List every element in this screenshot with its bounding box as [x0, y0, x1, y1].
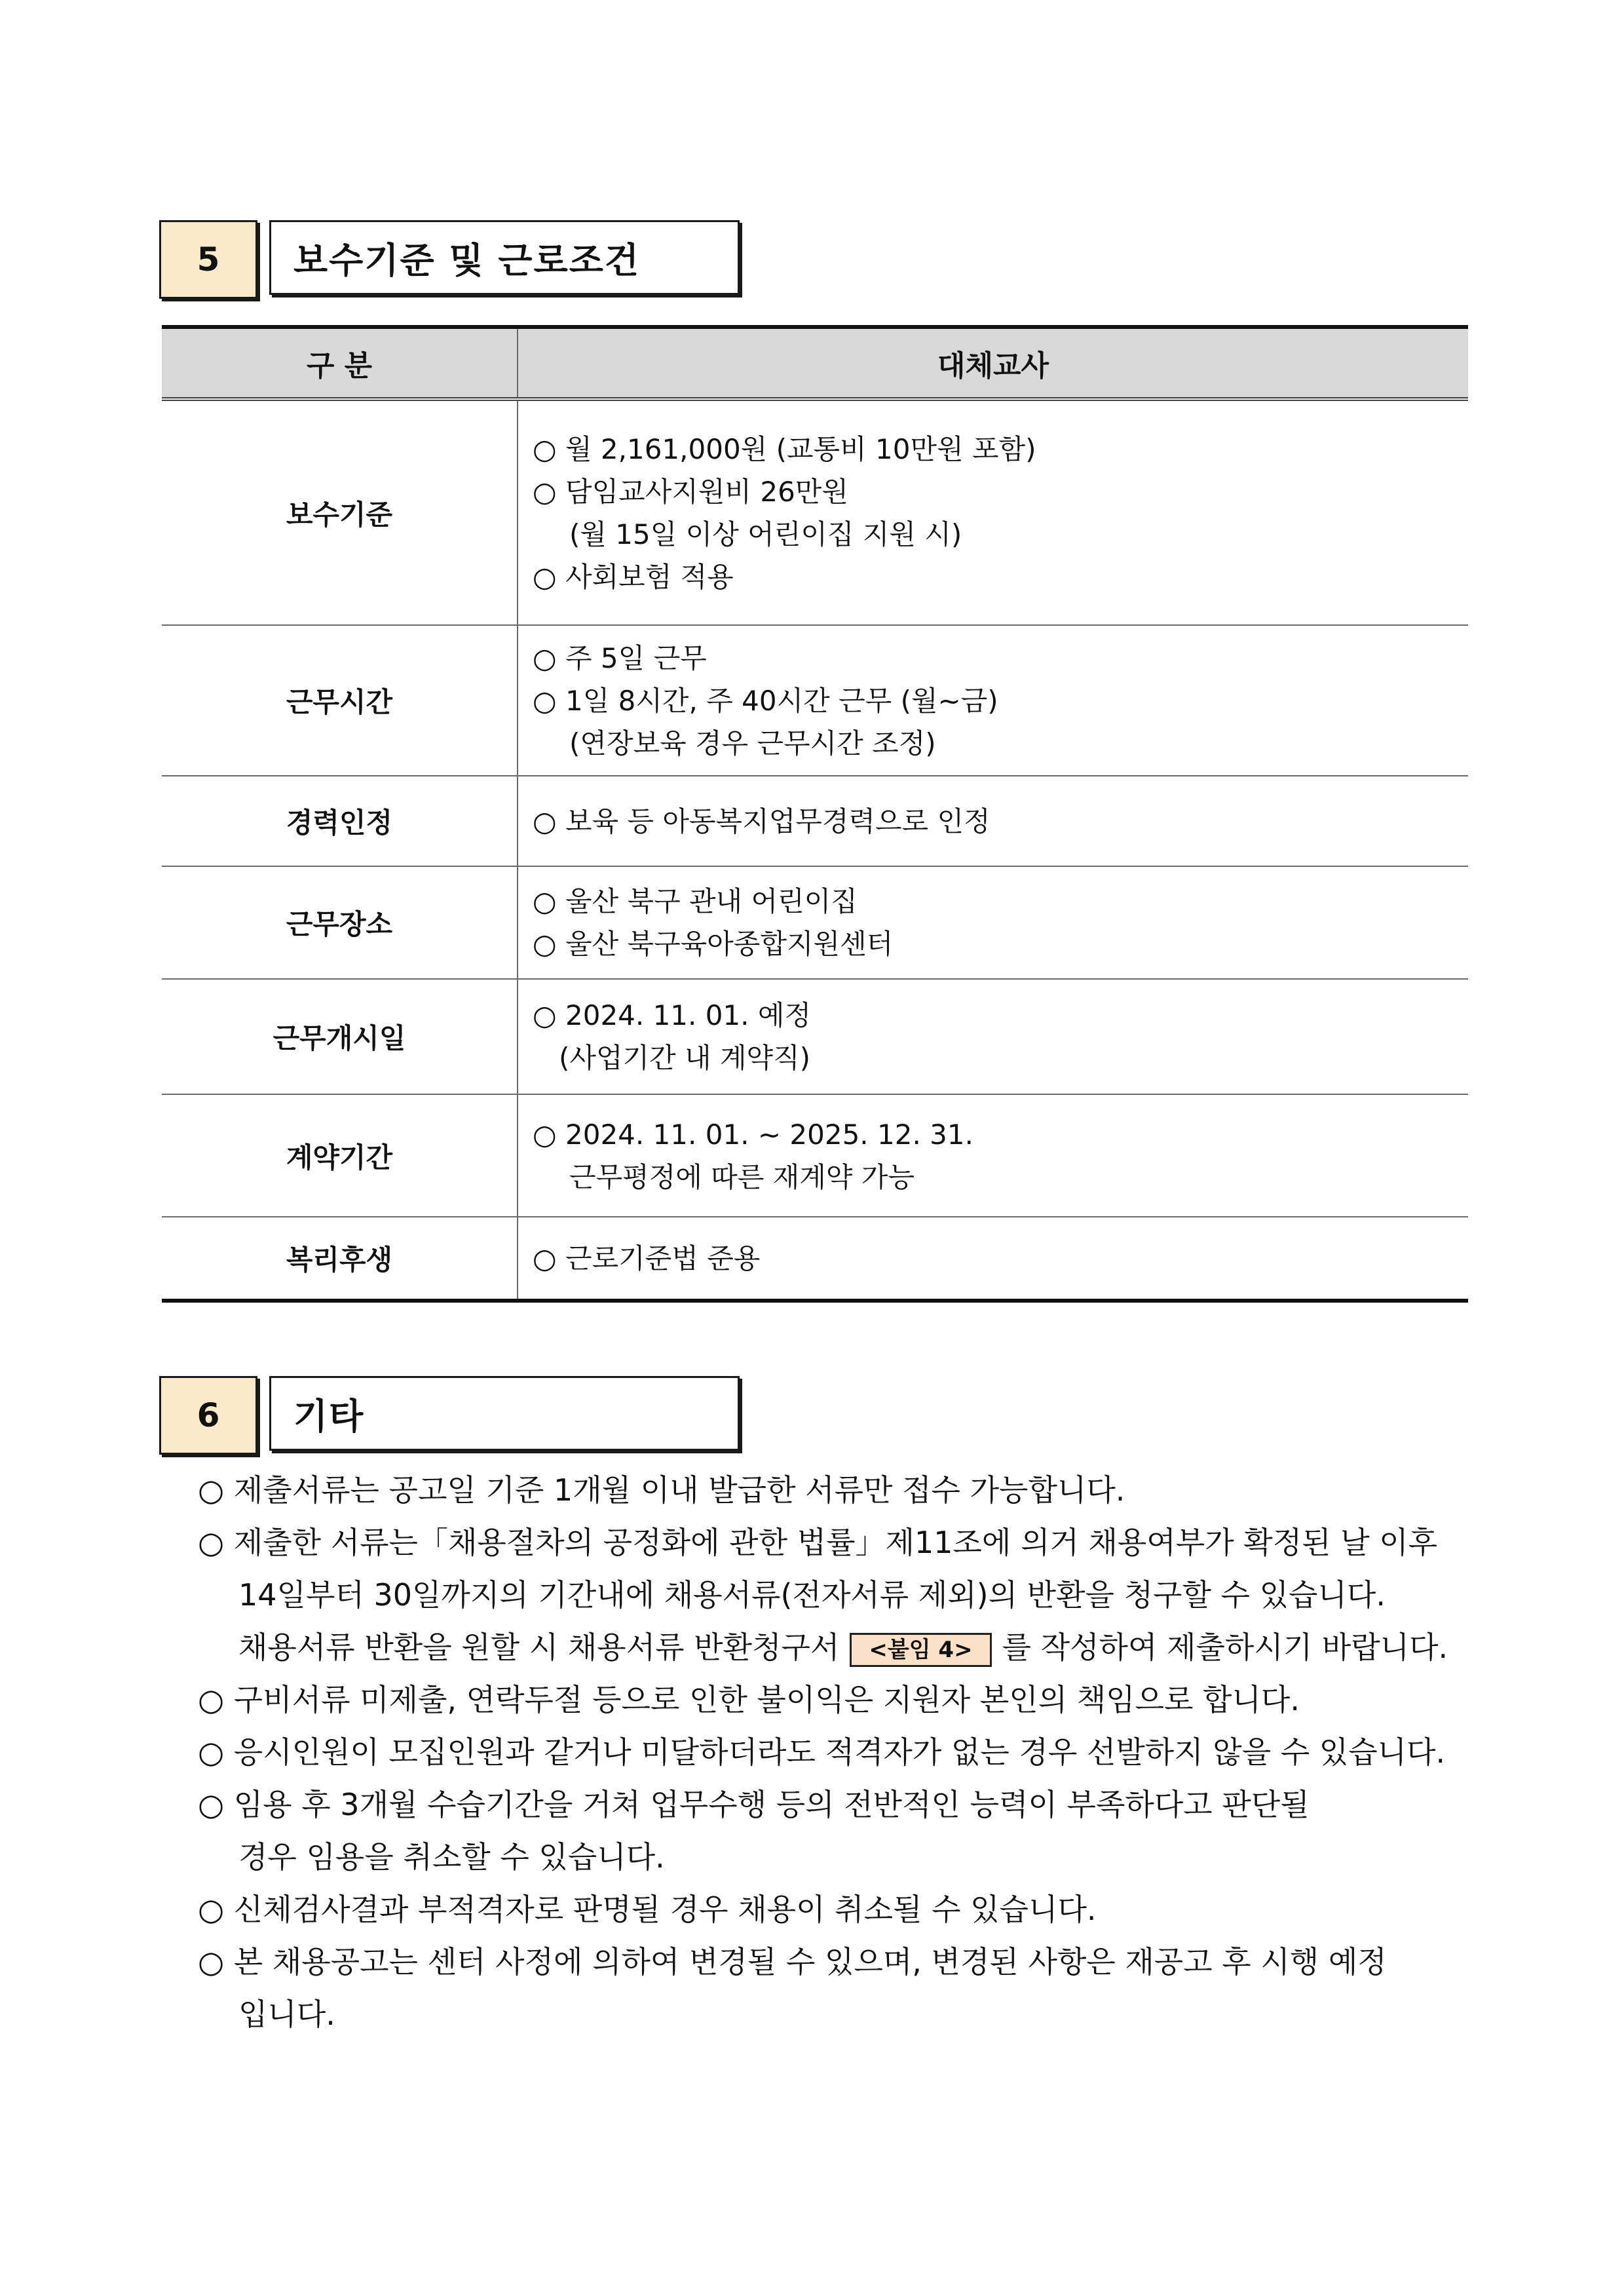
section-6-title: 기타: [269, 1376, 740, 1451]
note-item: ○ 신체검사결과 부적격자로 판명될 경우 채용이 취소될 수 있습니다.: [198, 1892, 1097, 1927]
row-label: 보수기준: [162, 399, 518, 625]
note-item: ○ 응시인원이 모집인원과 같거나 미달하더라도 적격자가 없는 경우 선발하지 않을 수 있습니다.: [198, 1734, 1446, 1770]
row-line: ○ 보육 등 아동복지업무경력으로 인정: [533, 805, 991, 837]
row-content: [518, 399, 1468, 625]
table-row: [162, 979, 1468, 1094]
row-line: ○ 담임교사지원비 26만원: [533, 475, 848, 508]
table-row: [162, 1094, 1468, 1217]
row-label: 경력인정: [162, 776, 518, 866]
row-line: ○ 주 5일 근무: [533, 641, 707, 674]
section-5-header: [159, 220, 742, 297]
row-line: ○ 2024. 11. 01. 예정: [533, 999, 812, 1031]
table-header-row: [162, 327, 1468, 399]
header-substitute-teacher: 대체교사: [518, 327, 1468, 399]
conditions-table: [162, 325, 1468, 1303]
row-content: [518, 979, 1468, 1094]
table-row: [162, 399, 1468, 625]
attachment-badge: <붙임 4>: [850, 1633, 991, 1667]
row-label: 근무시간: [162, 625, 518, 776]
note-item: ○ 제출서류는 공고일 기준 1개월 이내 발급한 서류만 접수 가능합니다.: [198, 1472, 1125, 1508]
row-content: [518, 1217, 1468, 1301]
row-line: 근무평정에 따른 재계약 가능: [569, 1160, 915, 1193]
note-item: ○ 제출한 서류는「채용절차의 공정화에 관한 법률」제11조에 의거 채용여부가 확정된 날 이후: [198, 1525, 1438, 1560]
row-line: ○ 울산 북구 관내 어린이집: [533, 885, 858, 917]
row-label: 근무개시일: [162, 979, 518, 1094]
note-item: ○ 임용 후 3개월 수습기간을 거쳐 업무수행 등의 전반적인 능력이 부족하다고 판단될: [198, 1787, 1310, 1822]
section-6-header: [159, 1376, 742, 1453]
row-line: (연장보육 경우 근무시간 조정): [569, 727, 936, 759]
row-line: (월 15일 이상 어린이집 지원 시): [569, 518, 962, 550]
row-line: (사업기간 내 계약직): [559, 1042, 811, 1074]
row-line: ○ 월 2,161,000원 (교통비 10만원 포함): [533, 432, 1036, 465]
table-row: [162, 866, 1468, 979]
row-line: ○ 2024. 11. 01. ~ 2025. 12. 31.: [533, 1118, 973, 1151]
note-item: 14일부터 30일까지의 기간내에 채용서류(전자서류 제외)의 반환을 청구할 수 있습니다.: [238, 1577, 1386, 1613]
note-item: 입니다.: [238, 1997, 335, 2032]
row-line: ○ 사회보험 적용: [533, 560, 734, 593]
note-text: 를 작성하여 제출하시기 바랍니다.: [1002, 1630, 1448, 1665]
row-content: [518, 866, 1468, 979]
row-line: ○ 1일 8시간, 주 40시간 근무 (월~금): [533, 684, 998, 717]
row-line: ○ 울산 북구육아종합지원센터: [533, 928, 894, 960]
note-text: 채용서류 반환을 원할 시 채용서류 반환청구서: [238, 1630, 840, 1665]
misc-notes: [198, 1464, 1475, 2040]
table-row: [162, 625, 1468, 776]
row-content: [518, 1094, 1468, 1217]
note-item: ○ 본 채용공고는 센터 사정에 의하여 변경될 수 있으며, 변경된 사항은 재공고 후 시행 예정: [198, 1944, 1387, 1980]
row-label: 복리후생: [162, 1217, 518, 1301]
note-item: ○ 구비서류 미제출, 연락두절 등으로 인한 불이익은 지원자 본인의 책임으로 합니다.: [198, 1682, 1300, 1717]
section-5-number: 5: [159, 220, 257, 299]
section-6-number: 6: [159, 1376, 257, 1455]
row-content: [518, 625, 1468, 776]
note-item: 경우 임용을 취소할 수 있습니다.: [238, 1839, 665, 1875]
row-label: 계약기간: [162, 1094, 518, 1217]
note-item: [198, 1621, 1475, 1674]
row-label: 근무장소: [162, 866, 518, 979]
section-5-title: 보수기준 및 근로조건: [269, 220, 740, 295]
row-content: [518, 776, 1468, 866]
table-row: [162, 776, 1468, 866]
row-line: ○ 근로기준법 준용: [533, 1242, 761, 1274]
table-row: [162, 1217, 1468, 1301]
header-category: 구 분: [162, 327, 518, 399]
